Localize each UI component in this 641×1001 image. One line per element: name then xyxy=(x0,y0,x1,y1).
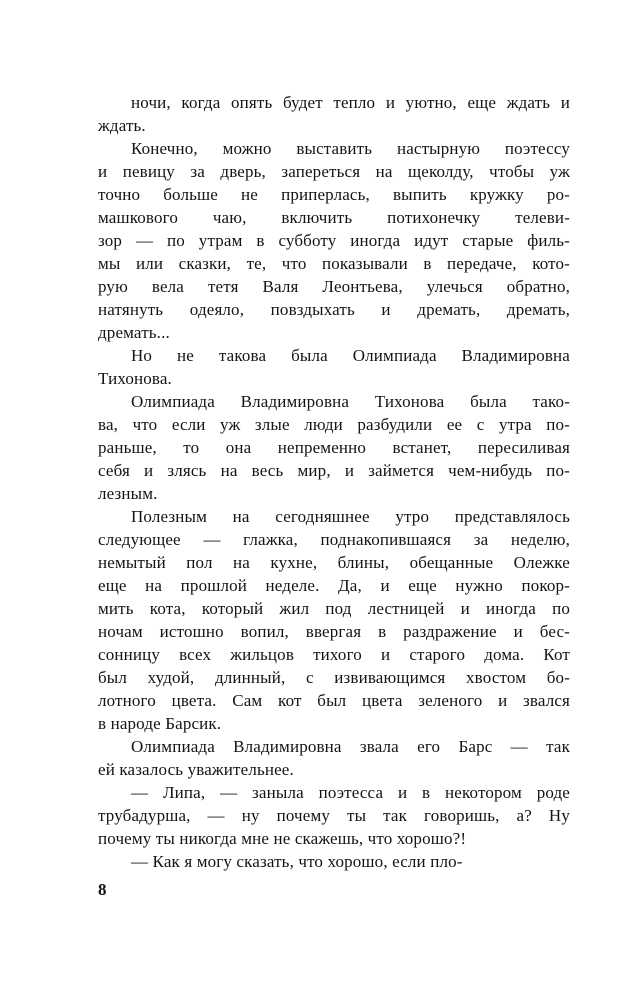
text-line: зор — по утрам в субботу иногда идут старые филь- xyxy=(98,231,570,250)
text-line: еще на прошлой неделе. Да, и еще нужно покор- xyxy=(98,576,570,595)
text-line: раньше, то она непременно встанет, пересиливая xyxy=(98,438,570,457)
text-line: Полезным на сегодняшнее утро представлялось xyxy=(131,507,570,526)
text-line: и певицу за дверь, запереться на щеколду, чтобы уж xyxy=(98,162,570,181)
text-line: ей казалось уважительнее. xyxy=(98,760,294,779)
text-line: трубадурша, — ну почему ты так говоришь, а? Ну xyxy=(98,806,570,825)
text-line: Но не такова была Олимпиада Владимировна xyxy=(131,346,570,365)
text-line: ночам истошно вопил, ввергая в раздражение и бес- xyxy=(98,622,570,641)
text-line: следующее — глажка, поднакопившаяся за неделю, xyxy=(98,530,570,549)
text-line: Конечно, можно выставить настырную поэтессу xyxy=(131,139,570,158)
text-line: был худой, длинный, с извивающимся хвостом бо- xyxy=(98,668,570,687)
text-line: себя и злясь на весь мир, и займется чем-нибудь по- xyxy=(98,461,570,480)
text-line: дремать... xyxy=(98,323,170,342)
text-line: машкового чаю, включить потихонечку телеви- xyxy=(98,208,570,227)
text-line: в народе Барсик. xyxy=(98,714,222,733)
text-line: Олимпиада Владимировна звала его Барс — так xyxy=(131,737,570,756)
text-line: ночи, когда опять будет тепло и уютно, еще ждать и xyxy=(131,93,570,112)
text-line: натянуть одеяло, повздыхать и дремать, дремать, xyxy=(98,300,570,319)
text-line: — Липа, — заныла поэтесса и в некотором роде xyxy=(131,783,570,802)
text-line: сонницу всех жильцов тихого и старого дома. Кот xyxy=(98,645,570,664)
text-line: — Как я могу сказать, что хорошо, если пло- xyxy=(131,852,463,871)
text-line: рую вела тетя Валя Леонтьева, улечься обратно, xyxy=(98,277,570,296)
text-line: ждать. xyxy=(98,116,146,135)
text-line: немытый пол на кухне, блины, обещанные Олежке xyxy=(98,553,570,572)
text-line: Тихонова. xyxy=(98,369,172,388)
text-line: лезным. xyxy=(98,484,158,503)
text-block xyxy=(98,91,570,873)
text-line: Олимпиада Владимировна Тихонова была тако- xyxy=(131,392,570,411)
text-line: мить кота, который жил под лестницей и иногда по xyxy=(98,599,570,618)
text-line: точно больше не приперлась, выпить кружку ро- xyxy=(98,185,570,204)
text-line: ва, что если уж злые люди разбудили ее с утра по- xyxy=(98,415,570,434)
text-line: лотного цвета. Сам кот был цвета зеленого и звался xyxy=(98,691,570,710)
text-line: почему ты никогда мне не скажешь, что хорошо?! xyxy=(98,829,467,848)
text-line: мы или сказки, те, что показывали в передаче, кото- xyxy=(98,254,570,273)
page-number: 8 xyxy=(98,880,107,899)
